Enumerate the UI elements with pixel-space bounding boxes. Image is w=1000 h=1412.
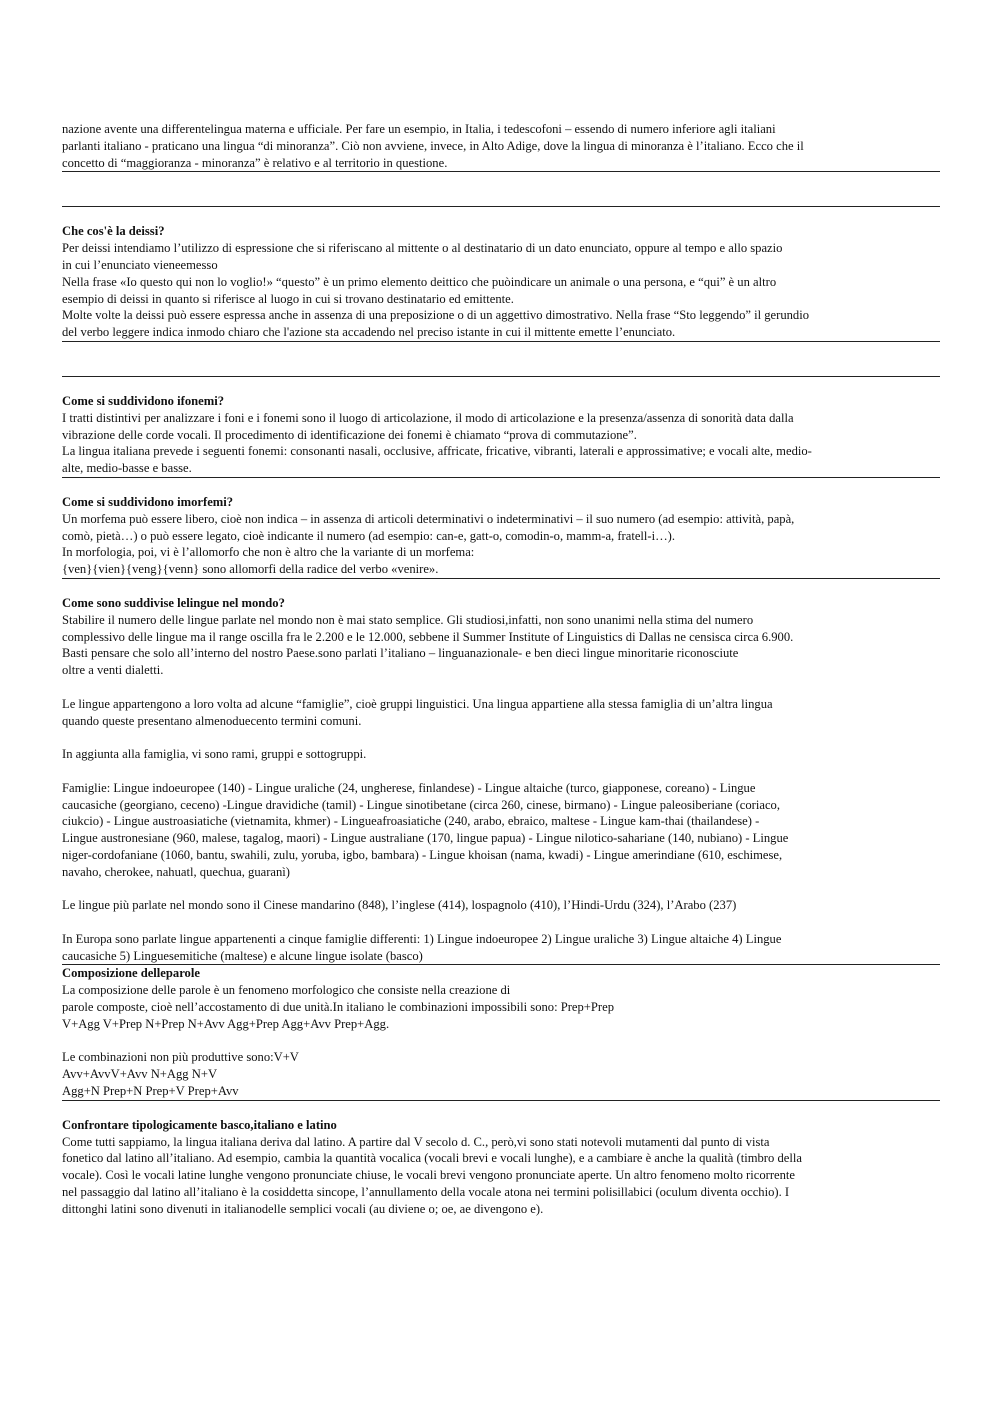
spacer [62,763,940,780]
text-line: In aggiunta alla famiglia, vi sono rami, gruppi e sottogruppi. [62,747,367,762]
document-body [62,121,940,1218]
text-line: parole composte, cioè nell’accostamento di due unità.In italiano le combinazioni impossibili sono: Prep+Prep [62,1000,614,1015]
spacer [62,880,940,897]
text-line: dittonghi latini sono divenuti in italianodelle semplici vocali (au diviene o; oe, ae divengono e). [62,1201,544,1216]
text-line: Nella frase «Io questo qui non lo voglio!» “questo” è un primo elemento deittico che puòindicare un animale o una persona, e “qui” è un altro [62,274,777,289]
confronto-section [62,1117,940,1218]
text-line: complessivo delle lingue ma il range oscilla fra le 2.200 e le 12.000, sebbene il Summer Institute of Linguistics di Dallas ne censisca circa 6.900. [62,629,794,644]
section-divider [62,376,940,377]
spacer [62,729,940,746]
spacer [62,1033,940,1050]
section-title: Come si suddividono imorfemi? [62,494,234,509]
section-title: Come sono suddivise lelingue nel mondo? [62,595,285,610]
text-line: Le lingue appartengono a loro volta ad alcune “famiglie”, cioè gruppi linguistici. Una lingua appartiene alla stessa famiglia di un’altra lingua [62,696,773,711]
text-line: I tratti distintivi per analizzare i foni e i fonemi sono il luogo di articolazione, il modo di articolazione e la presenza/assenza di sonorità data dalla [62,410,794,425]
text-line: alte, medio-basse e basse. [62,461,192,476]
text-line: La lingua italiana prevede i seguenti fonemi: consonanti nasali, occlusive, affricate, fricative, vibranti, laterali e approssimative; e vocali alte, medio- [62,444,812,459]
text-line: Molte volte la deissi può essere espressa anche in assenza di una preposizione o di un aggettivo dimostrativo. Nella frase “Sto leggendo” il gerundio [62,308,810,323]
text-line: nel passaggio dal latino all’italiano è la cosiddetta sincope, l’annullamento della vocale atona nei termini polisillabici (oculum diventa occhio). I [62,1185,790,1200]
text-line: {ven}{vien}{veng}{venn} sono allomorfi della radice del verbo «venire». [62,562,439,577]
section-divider [62,477,940,478]
text-line: vibrazione delle corde vocali. Il procedimento di identificazione dei fonemi è chiamato “prova di commutazione”. [62,427,637,442]
text-line: nazione avente una differentelingua materna e ufficiale. Per fare un esempio, in Italia, i tedescofoni – essendo di numero inferiore agli italiani [62,122,776,136]
text-line: Le combinazioni non più produttive sono:V+V [62,1050,299,1065]
lingue-section [62,595,940,965]
text-line: Agg+N Prep+N Prep+V Prep+Avv [62,1084,239,1099]
text-line: Avv+AvvV+Avv N+Agg N+V [62,1067,218,1082]
text-line: In morfologia, poi, vi è l’allomorfo che non è altro che la variante di un morfema: [62,545,475,560]
text-line: Famiglie: Lingue indoeuropee (140) - Lingue uraliche (24, ungherese, finlandese) - Lingue altaiche (turco, giapponese, coreano) - Lingue [62,780,756,795]
text-line: fonetico dal latino all’italiano. Ad esempio, cambia la quantità vocalica (vocali brevi e vocali lunghe), e a cambiare è anche la qualità (timbro della [62,1151,802,1166]
text-line: caucasiche 5) Linguesemitiche (maltese) e alcune lingue isolate (basco) [62,948,423,963]
deissi-section [62,223,940,341]
spacer [62,914,940,931]
morfemi-section [62,494,940,578]
section-title: Composizione delleparole [62,966,200,981]
section-title: Che cos'è la deissi? [62,224,165,239]
text-line: vocale). Così le vocali latine lunghe vengono pronunciate chiuse, le vocali brevi vengono pronunciate aperte. Un altro fenomeno molto ricorrente [62,1168,795,1183]
text-line: V+Agg V+Prep N+Prep N+Avv Agg+Prep Agg+Avv Prep+Agg. [62,1016,390,1031]
text-line: In Europa sono parlate lingue appartenenti a cinque famiglie differenti: 1) Lingue indoeuropee 2) Lingue uraliche 3) Lingue altaiche 4) Lingue [62,931,782,946]
text-line: quando queste presentano almenoduecento termini comuni. [62,713,362,728]
text-line: La composizione delle parole è un fenomeno morfologico che consiste nella creazione di [62,983,511,998]
intro-section [62,121,940,171]
text-line: del verbo leggere indica inmodo chiaro che l'azione sta accadendo nel preciso istante in cui il mittente emette l’enunciato. [62,325,676,340]
spacer [62,342,940,376]
fonemi-section [62,393,940,477]
section-divider [62,578,940,579]
text-line: comò, pietà…) o può essere legato, cioè indicante il numero (ad esempio: can-e, gatt-o, comodin-o, mamm-a, fratell-i…). [62,528,676,543]
text-line: concetto di “maggioranza - minoranza” è relativo e al territorio in questione. [62,155,448,170]
section-divider [62,1100,940,1101]
text-line: esempio di deissi in quanto si riferisce al luogo in cui si trovano destinatario ed emittente. [62,291,514,306]
spacer [62,172,940,206]
text-line: ciukcio) - Lingue austroasiatiche (vietnamita, khmer) - Lingueafroasiatiche (240, arabo, ebraico, maltese - Lingue kam-thai (thailandese) - [62,814,760,829]
text-line: Un morfema può essere libero, cioè non indica – in assenza di articoli determinativi o indeterminativi – il suo numero (ad esempio: attività, papà, [62,511,795,526]
text-line: parlanti italiano - praticano una lingua “di minoranza”. Ciò non avviene, invece, in Alto Adige, dove la lingua di minoranza è l’italiano. Ecco che il [62,138,804,153]
text-line: niger-cordofaniane (1060, bantu, swahili, zulu, yoruba, igbo, bambara) - Lingue khoisan (nama, kwadi) - Lingue amerindiane (610, eschimese, [62,847,783,862]
text-line: Basti pensare che solo all’interno del nostro Paese.sono parlati l’italiano – linguanazionale- e ben dieci lingue minoritarie riconosciute [62,646,739,661]
text-line: Stabilire il numero delle lingue parlate nel mondo non è mai stato semplice. Gli studiosi,infatti, non sono unanimi nella stima del numero [62,612,754,627]
composizione-section [62,965,940,1099]
section-divider [62,206,940,207]
section-title: Come si suddividono ifonemi? [62,393,224,408]
text-line: Come tutti sappiamo, la lingua italiana deriva dal latino. A partire dal V secolo d. C., però,vi sono stati notevoli mutamenti dal punto di vista [62,1134,770,1149]
text-line: Lingue austronesiane (960, malese, tagalog, maori) - Lingue australiane (170, lingue papua) - Lingue nilotico-sahariane (140, nubiano) - Lingue [62,831,789,846]
text-line: in cui l’enunciato vieneemesso [62,257,218,272]
text-line: caucasiche (georgiano, ceceno) -Lingue dravidiche (tamil) - Lingue sinotibetane (circa 260, cinese, birmano) - Lingue paleosiberiane (coriaco, [62,797,780,812]
text-line: navaho, cherokee, nahuatl, quechua, guaranì) [62,864,290,879]
section-title: Confrontare tipologicamente basco,italiano e latino [62,1117,337,1132]
text-line: Per deissi intendiamo l’utilizzo di espressione che si riferiscano al mittente o al destinatario di un dato enunciato, oppure al tempo e allo spazio [62,241,783,256]
spacer [62,679,940,696]
text-line: Le lingue più parlate nel mondo sono il Cinese mandarino (848), l’inglese (414), lospagnolo (410), l’Hindi-Urdu (324), l’Arabo (237) [62,898,737,913]
text-line: oltre a venti dialetti. [62,663,164,678]
